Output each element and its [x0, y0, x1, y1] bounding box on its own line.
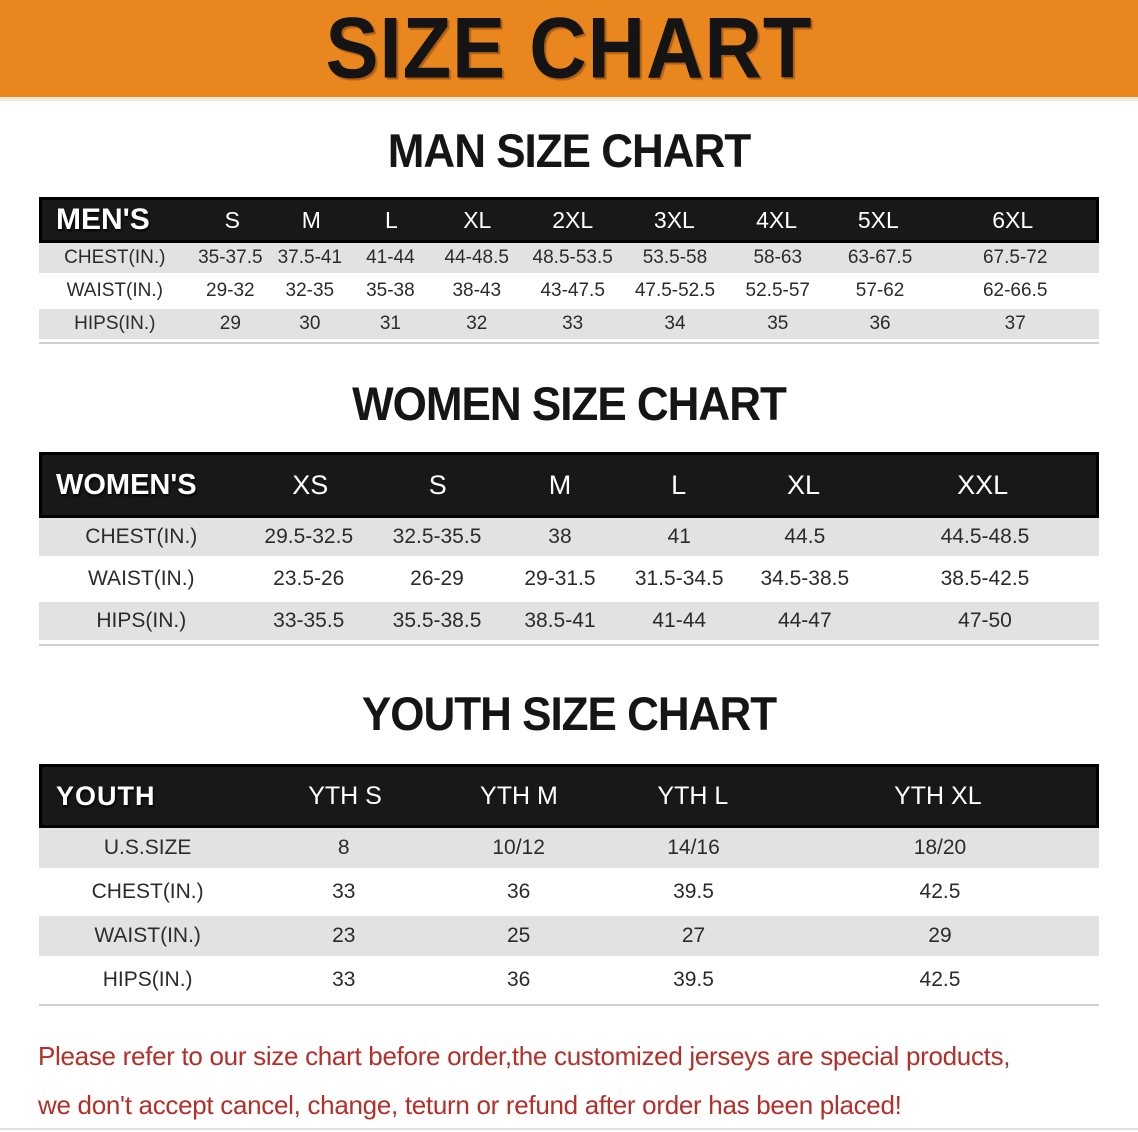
size-value-cell: 44.5-48.5 [940, 525, 1030, 548]
size-value-cell: 34 [664, 313, 686, 334]
size-value-cell: 38 [548, 525, 572, 548]
size-value-cell: 39.5 [673, 880, 714, 903]
measurement-row-label: WAIST(IN.) [88, 567, 195, 590]
table-header-row [39, 452, 1099, 518]
table-group-label: WOMEN'S [56, 468, 197, 501]
size-value-cell: 18/20 [913, 836, 967, 859]
disclaimer-line-2: we don't accept cancel, change, teturn or refund after order has been placed! [38, 1090, 902, 1120]
disclaimer-line-1: Please refer to our size chart before order,the customized jerseys are special products, [38, 1041, 1011, 1071]
measurement-row-label: CHEST(IN.) [91, 880, 204, 903]
size-value-cell: 35.5-38.5 [392, 609, 482, 632]
youth-size-table [39, 764, 1099, 1006]
size-column-header: 6XL [992, 206, 1034, 233]
table-row [39, 518, 1099, 556]
size-value-cell: 67.5-72 [982, 247, 1048, 268]
size-value-cell: 41-44 [366, 247, 415, 268]
size-value-cell: 44-47 [777, 609, 832, 632]
size-value-cell: 63-67.5 [847, 247, 913, 268]
size-column-header: XXL [957, 469, 1009, 500]
size-value-cell: 44.5 [784, 525, 826, 548]
table-row [39, 560, 1099, 598]
women-size-section [0, 380, 1138, 646]
table-row [39, 828, 1099, 868]
size-value-cell: 32.5-35.5 [392, 525, 482, 548]
youth-section-heading: YOUTH SIZE CHART [361, 688, 777, 741]
youth-size-section [0, 690, 1138, 1006]
banner-title: SIZE CHART [325, 0, 813, 96]
measurement-row-label: U.S.SIZE [103, 836, 192, 859]
bottom-edge-line [0, 1128, 1138, 1130]
size-value-cell: 36 [506, 880, 531, 903]
size-value-cell: 52.5-57 [745, 280, 810, 301]
size-value-cell: 23 [332, 924, 356, 947]
size-column-header: YTH M [480, 781, 558, 810]
size-value-cell: 29 [219, 313, 241, 334]
measurement-row-label: HIPS(IN.) [102, 968, 193, 991]
size-value-cell: 23.5-26 [273, 567, 345, 590]
size-column-header: XS [292, 469, 329, 500]
size-column-header: 3XL [653, 206, 695, 233]
size-value-cell: 38.5-42.5 [940, 567, 1030, 590]
size-column-header: S [428, 469, 447, 500]
table-header-row [39, 197, 1099, 243]
size-column-header: YTH L [657, 781, 729, 810]
size-column-header: 4XL [756, 206, 798, 233]
size-value-cell: 25 [506, 924, 531, 947]
size-value-cell: 37 [1004, 313, 1026, 334]
size-value-cell: 47-50 [958, 609, 1012, 632]
size-value-cell: 58-63 [753, 247, 803, 268]
size-value-cell: 33 [332, 968, 356, 991]
size-column-header: 2XL [552, 206, 594, 233]
size-value-cell: 14/16 [667, 836, 720, 859]
size-value-cell: 33 [562, 313, 584, 334]
size-value-cell: 53.5-58 [642, 247, 708, 268]
size-column-header: YTH S [308, 781, 382, 810]
measurement-row-label: HIPS(IN.) [96, 609, 187, 632]
man-size-section [0, 127, 1138, 344]
size-value-cell: 62-66.5 [982, 280, 1048, 301]
size-value-cell: 31.5-34.5 [634, 567, 724, 590]
size-value-cell: 38-43 [452, 280, 502, 301]
size-value-cell: 44-48.5 [444, 247, 509, 268]
table-group-label: YOUTH [56, 780, 156, 811]
size-value-cell: 29 [928, 924, 952, 947]
table-row [39, 276, 1099, 306]
banner [0, 0, 1138, 101]
table-row [39, 309, 1099, 339]
table-group-label: MEN'S [56, 203, 150, 236]
table-header-row [39, 764, 1099, 828]
size-value-cell: 29-31.5 [524, 567, 596, 590]
measurement-row-label: WAIST(IN.) [94, 924, 201, 947]
size-column-header: XL [786, 469, 821, 500]
table-row [39, 602, 1099, 640]
size-column-header: L [384, 206, 398, 233]
size-value-cell: 47.5-52.5 [634, 280, 716, 301]
size-column-header: M [548, 469, 572, 500]
size-column-header: YTH XL [894, 781, 982, 810]
footer-note [38, 1032, 1100, 1130]
size-value-cell: 29-32 [206, 280, 255, 301]
women-size-table [39, 452, 1099, 646]
size-value-cell: 41-44 [652, 609, 707, 632]
measurement-row-label: CHEST(IN.) [85, 525, 198, 548]
size-value-cell: 39.5 [673, 968, 714, 991]
man-section-heading: MAN SIZE CHART [387, 125, 751, 178]
table-row [39, 243, 1099, 273]
size-value-cell: 33 [332, 880, 356, 903]
table-row [39, 872, 1099, 912]
size-value-cell: 42.5 [919, 968, 961, 991]
men-size-table [39, 197, 1099, 344]
size-value-cell: 36 [869, 313, 891, 334]
size-value-cell: 30 [299, 313, 321, 334]
women-section-heading: WOMEN SIZE CHART [352, 378, 786, 431]
size-value-cell: 8 [337, 836, 350, 859]
measurement-row-label: WAIST(IN.) [66, 280, 163, 301]
size-value-cell: 43-47.5 [540, 280, 605, 301]
size-column-header: 5XL [857, 206, 899, 233]
size-value-cell: 42.5 [919, 880, 961, 903]
size-value-cell: 32-35 [285, 280, 335, 301]
size-value-cell: 35-37.5 [198, 247, 263, 268]
size-column-header: XL [463, 206, 492, 233]
size-value-cell: 33-35.5 [273, 609, 345, 632]
size-value-cell: 32 [466, 313, 488, 334]
size-value-cell: 29.5-32.5 [264, 525, 354, 548]
size-value-cell: 35 [767, 313, 789, 334]
size-value-cell: 41 [667, 525, 691, 548]
size-value-cell: 48.5-53.5 [532, 247, 613, 268]
measurement-row-label: HIPS(IN.) [74, 313, 156, 334]
size-column-header: L [671, 469, 687, 500]
table-row [39, 916, 1099, 956]
size-value-cell: 27 [681, 924, 706, 947]
size-value-cell: 10/12 [492, 836, 545, 859]
table-row [39, 960, 1099, 1000]
size-value-cell: 34.5-38.5 [760, 567, 850, 590]
size-column-header: S [224, 206, 240, 233]
size-value-cell: 37.5-41 [277, 247, 343, 268]
size-column-header: M [301, 206, 321, 233]
size-value-cell: 57-62 [855, 280, 905, 301]
size-value-cell: 36 [506, 968, 531, 991]
size-value-cell: 26-29 [410, 567, 464, 590]
size-value-cell: 35-38 [366, 280, 415, 301]
size-value-cell: 31 [379, 313, 401, 334]
size-value-cell: 38.5-41 [524, 609, 596, 632]
measurement-row-label: CHEST(IN.) [64, 247, 166, 268]
